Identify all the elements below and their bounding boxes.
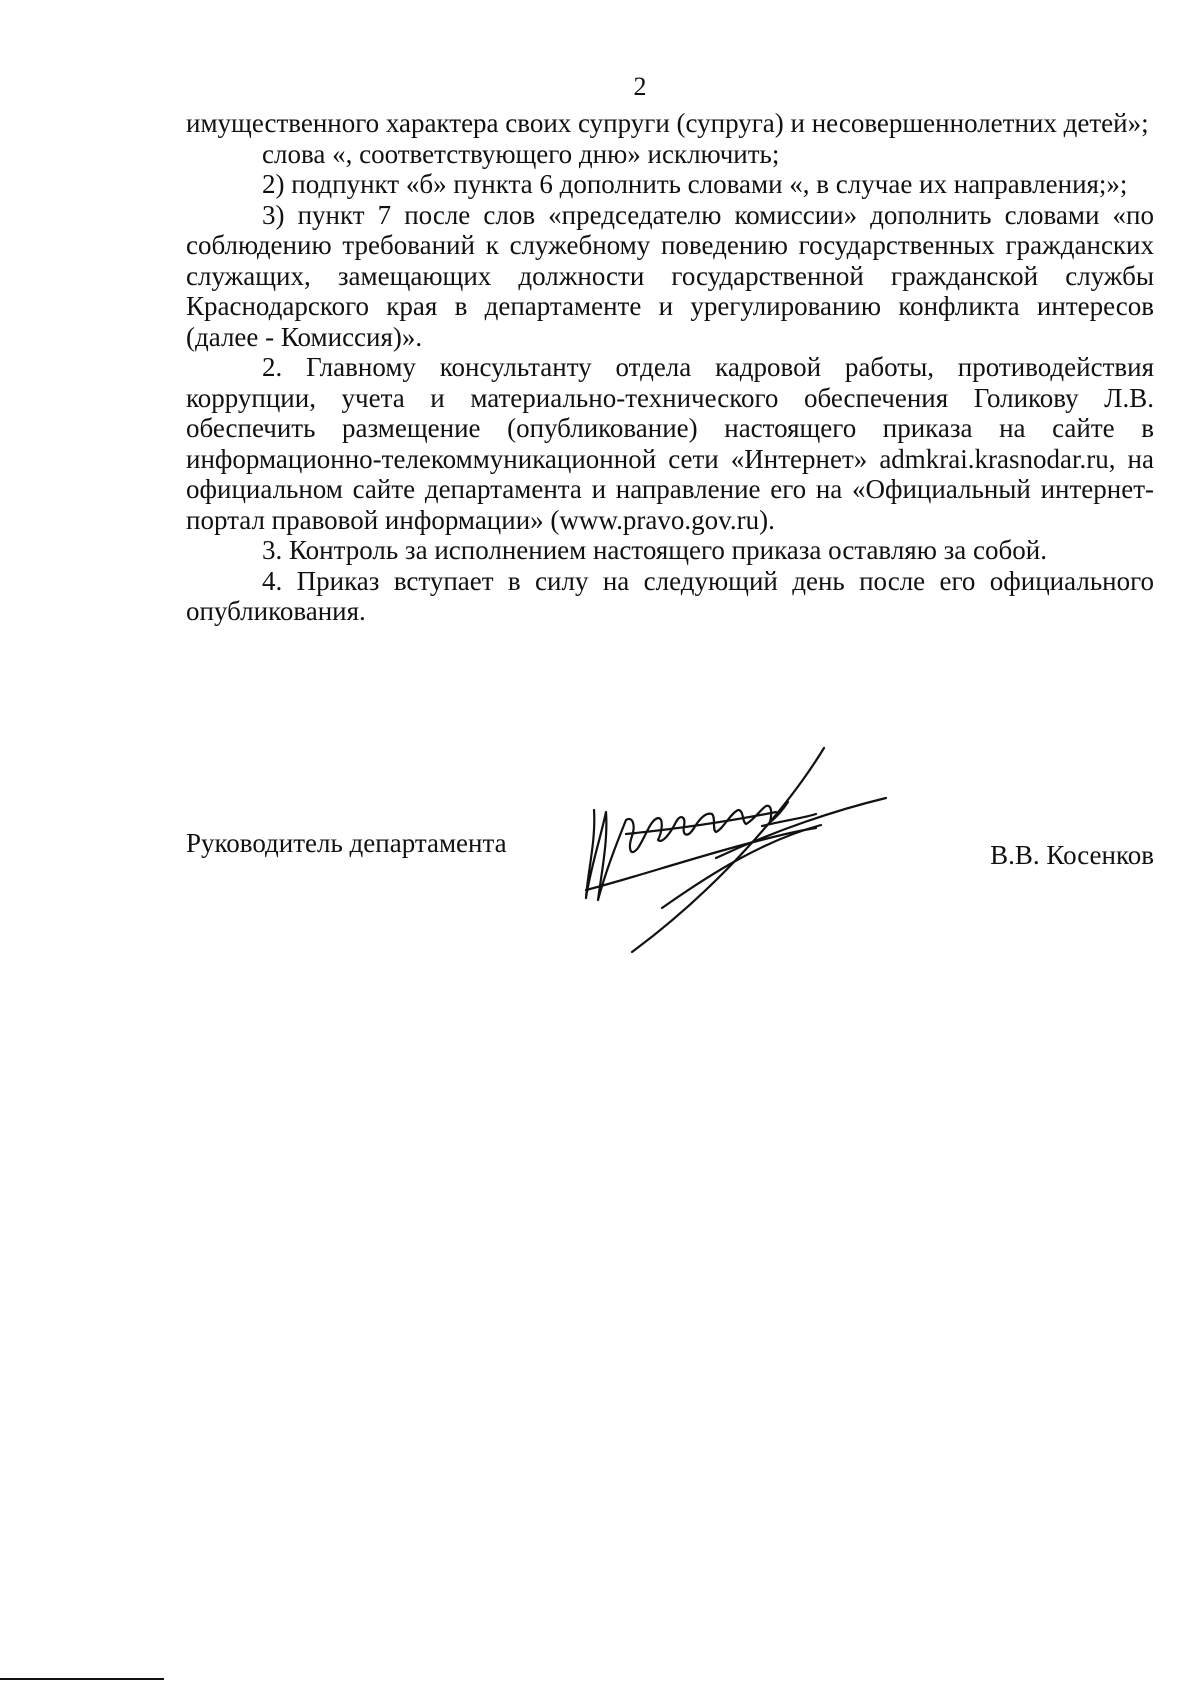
signatory-position: Руководитель департамента [186, 828, 507, 858]
paragraph-item-2: 2) подпункт «б» пункта 6 дополнить словами «, в случае их направления;»; [262, 169, 1128, 199]
paragraph-words-exclusion: слова «, соответствующего дню» исключить; [262, 138, 780, 169]
paragraph-clause-4: 4. Приказ вступает в силу на следующий день после его официального опубликования. [186, 565, 1154, 626]
signatory-name: В.В. Косенков [990, 840, 1154, 870]
page-number: 2 [633, 72, 647, 101]
paragraph-continuation: имущественного характера своих супруги (супруга) и несовершеннолетних детей»; [186, 108, 1149, 138]
paragraph-clause-3: 3. Контроль за исполнением настоящего приказа оставляю за собой. [262, 535, 1047, 565]
document-body [186, 108, 1154, 627]
footnote-divider [0, 1678, 164, 1680]
signature-block [186, 740, 1154, 970]
paragraph-clause-2: 2. Главному консультанту отдела кадровой работы, противодействия коррупции, учета и материально-технического обеспечения Голикову Л.В. обеспечить размещение (опубликование) настоящего приказа на сайте в информационно-телекоммуникационной сети «Интернет» admkrai.krasnodar.ru, на официальном сайте департамента и направление его на «Официальный интернет-портал правовой информации» (www.pravo.gov.ru). [186, 352, 1154, 535]
paragraph-item-3: 3) пункт 7 после слов «председателю комиссии» дополнить словами «по соблюдению требований к служебному поведению государственных гражданских служащих, замещающих должности государственной гражданской службы Краснодарского края в департаменте и урегулированию конфликта интересов (далее - Комиссия)». [186, 199, 1154, 352]
handwritten-signature [566, 740, 906, 970]
